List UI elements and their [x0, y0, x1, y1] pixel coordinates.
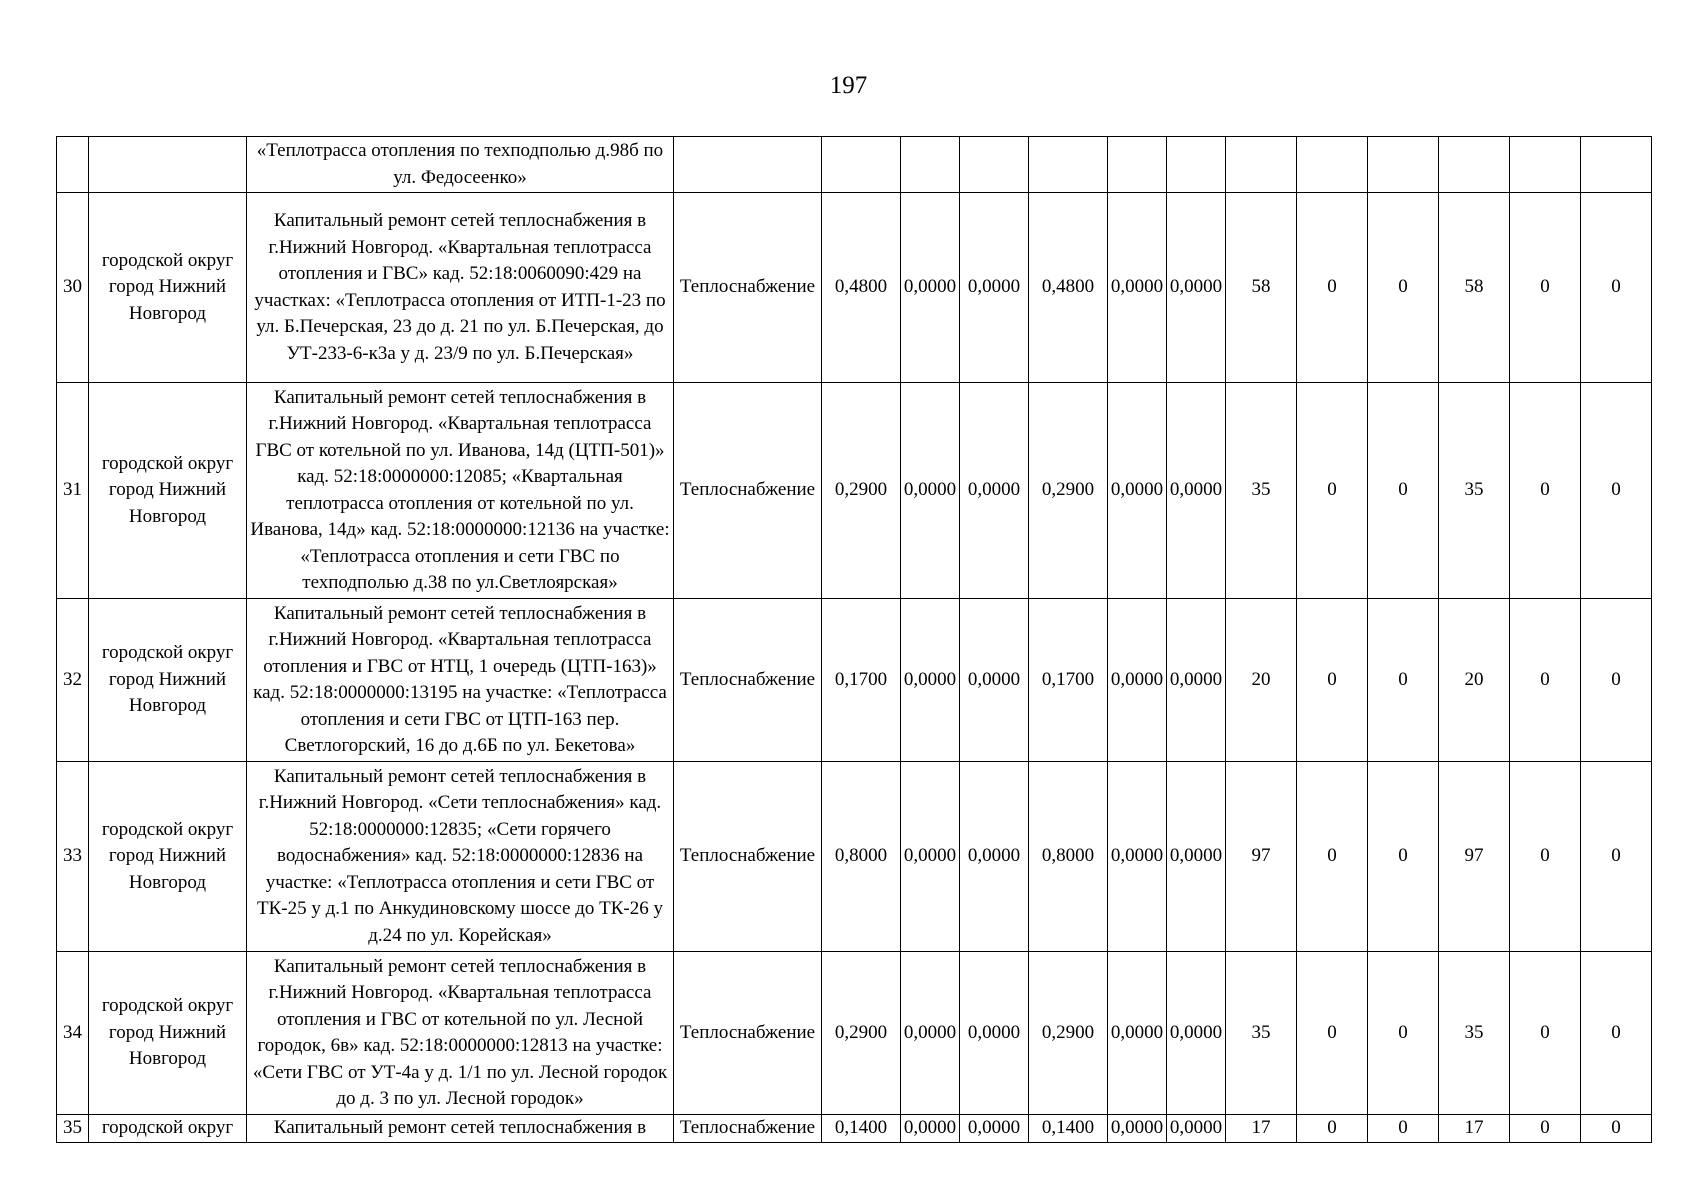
cell-value: 0,1400: [822, 1115, 901, 1143]
cell-count: 0: [1581, 383, 1652, 599]
cell-num: 35: [57, 1115, 89, 1143]
cell-description: Капитальный ремонт сетей теплоснабжения в г.Нижний Новгород. «Квартальная теплотрасса ГВС от котельной по ул. Иванова, 14д (ЦТП-501)» кад. 52:18:0000000:12085; «Квартальная теплотрасса отопления от котельной по ул. Иванова, 14д» кад. 52:18:0000000:12136 на участке: «Теплотрасса отопления и сети ГВС по техподполью д.38 по ул.Светлоярская»: [247, 383, 674, 599]
cell-value: 0,0000: [1167, 383, 1226, 599]
cell-count: 0: [1581, 952, 1652, 1115]
cell-count: 0: [1297, 952, 1368, 1115]
cell-count: 0: [1510, 762, 1581, 952]
cell-count: 0: [1297, 599, 1368, 762]
cell-count: 0: [1581, 762, 1652, 952]
cell-value: 0,0000: [1167, 762, 1226, 952]
cell-count: 35: [1439, 383, 1510, 599]
cell-value: 0,0000: [1167, 952, 1226, 1115]
cell-count: 0: [1368, 1115, 1439, 1143]
cell-count: 35: [1439, 952, 1510, 1115]
cell-count: 0: [1510, 1115, 1581, 1143]
cell-type: Теплоснабжение: [674, 383, 822, 599]
cell-num: 33: [57, 762, 89, 952]
cell-municipality: городской округ город Нижний Новгород: [89, 383, 247, 599]
cell-count: 0: [1510, 952, 1581, 1115]
cell-value: 0,0000: [960, 1115, 1029, 1143]
cell-value: 0,0000: [901, 599, 960, 762]
cell-count: 20: [1226, 599, 1297, 762]
cell-count: 0: [1581, 1115, 1652, 1143]
cell-value: 0,1700: [1029, 599, 1108, 762]
cell-description: Капитальный ремонт сетей теплоснабжения в г.Нижний Новгород. «Квартальная теплотрасса отопления и ГВС от котельной по ул. Лесной городок, 6в» кад. 52:18:0000000:12813 на участке: «Сети ГВС от УТ-4а у д. 1/1 по ул. Лесной городок до д. 3 по ул. Лесной городок»: [247, 952, 674, 1115]
cell-count: 58: [1439, 193, 1510, 383]
cell-value: 0,0000: [960, 599, 1029, 762]
cell-value: 0,2900: [822, 952, 901, 1115]
cell-type: Теплоснабжение: [674, 599, 822, 762]
cell-count: 0: [1510, 599, 1581, 762]
cell-count: 0: [1297, 193, 1368, 383]
cell-count: 97: [1439, 762, 1510, 952]
cell-value: 0,0000: [1167, 599, 1226, 762]
cell-value: 0,0000: [1108, 193, 1167, 383]
cell-value: 0,0000: [960, 193, 1029, 383]
cell-municipality: городской округ город Нижний Новгород: [89, 952, 247, 1115]
cell-num: 30: [57, 193, 89, 383]
cell-type: Теплоснабжение: [674, 952, 822, 1115]
cell-count: 0: [1581, 599, 1652, 762]
table-row-continued: [57, 137, 1652, 193]
table-row: [57, 952, 1652, 1115]
cell-value: 0,0000: [1108, 383, 1167, 599]
cell-value: 0,0000: [1108, 762, 1167, 952]
page-number: 197: [829, 72, 868, 99]
cell-value: 0,0000: [901, 193, 960, 383]
cell-count: 17: [1439, 1115, 1510, 1143]
table-row: [57, 762, 1652, 952]
cell-municipality: [89, 137, 247, 193]
cell-value: 0,1700: [822, 599, 901, 762]
cell-count: 0: [1368, 599, 1439, 762]
cell-count: 0: [1368, 762, 1439, 952]
cell-value: 0,0000: [960, 383, 1029, 599]
table-row: [57, 1115, 1652, 1143]
table-row: [57, 193, 1652, 383]
cell-count: 0: [1368, 193, 1439, 383]
cell-count: 0: [1297, 1115, 1368, 1143]
cell-value: 0,0000: [960, 762, 1029, 952]
project-table: [56, 136, 1652, 1143]
cell-description: Капитальный ремонт сетей теплоснабжения в г.Нижний Новгород. «Квартальная теплотрасса отопления и ГВС от НТЦ, 1 очередь (ЦТП-163)» кад. 52:18:0000000:13195 на участке: «Теплотрасса отопления и сети ГВС от ЦТП-163 пер. Светлогорский, 16 до д.6Б по ул. Бекетова»: [247, 599, 674, 762]
cell-municipality: городской округ город Нижний Новгород: [89, 193, 247, 383]
cell-description: «Теплотрасса отопления по техподполью д.98б по ул. Федосеенко»: [247, 137, 674, 193]
cell-count: 0: [1297, 383, 1368, 599]
cell-value: 0,0000: [1167, 193, 1226, 383]
cell-num: 34: [57, 952, 89, 1115]
cell-num: 32: [57, 599, 89, 762]
cell-municipality: городской округ: [89, 1115, 247, 1143]
cell-value: 0,0000: [901, 383, 960, 599]
cell-municipality: городской округ город Нижний Новгород: [89, 762, 247, 952]
cell-value: 0,4800: [822, 193, 901, 383]
cell-value: 0,0000: [1167, 1115, 1226, 1143]
cell-type: Теплоснабжение: [674, 762, 822, 952]
cell-description: Капитальный ремонт сетей теплоснабжения в г.Нижний Новгород. «Квартальная теплотрасса отопления и ГВС» кад. 52:18:0060090:429 на участках: «Теплотрасса отопления от ИТП-1-23 по ул. Б.Печерская, 23 до д. 21 по ул. Б.Печерская, до УТ-233-6-к3а у д. 23/9 по ул. Б.Печерская»: [247, 193, 674, 383]
cell-count: 0: [1368, 383, 1439, 599]
table-row: [57, 599, 1652, 762]
cell-count: 20: [1439, 599, 1510, 762]
cell-count: 0: [1581, 193, 1652, 383]
cell-num: [57, 137, 89, 193]
cell-value: 0,8000: [822, 762, 901, 952]
cell-type: Теплоснабжение: [674, 193, 822, 383]
cell-value: 0,0000: [1108, 952, 1167, 1115]
cell-type: Теплоснабжение: [674, 1115, 822, 1143]
cell-value: 0,1400: [1029, 1115, 1108, 1143]
cell-count: 35: [1226, 383, 1297, 599]
cell-value: 0,0000: [1108, 599, 1167, 762]
cell-num: 31: [57, 383, 89, 599]
cell-count: 0: [1297, 762, 1368, 952]
cell-value: 0,4800: [1029, 193, 1108, 383]
cell-municipality: городской округ город Нижний Новгород: [89, 599, 247, 762]
cell-count: 35: [1226, 952, 1297, 1115]
cell-value: 0,2900: [822, 383, 901, 599]
cell-value: 0,8000: [1029, 762, 1108, 952]
cell-description: Капитальный ремонт сетей теплоснабжения в: [247, 1115, 674, 1143]
cell-value: 0,0000: [960, 952, 1029, 1115]
cell-value: 0,2900: [1029, 383, 1108, 599]
cell-description: Капитальный ремонт сетей теплоснабжения в г.Нижний Новгород. «Сети теплоснабжения» кад. 52:18:0000000:12835; «Сети горячего водоснабжения» кад. 52:18:0000000:12836 на участке: «Теплотрасса отопления и сети ГВС от ТК-25 у д.1 по Анкудиновскому шоссе до ТК-26 у д.24 по ул. Корейская»: [247, 762, 674, 952]
cell-count: 97: [1226, 762, 1297, 952]
cell-count: 0: [1510, 193, 1581, 383]
cell-count: 0: [1510, 383, 1581, 599]
cell-count: 58: [1226, 193, 1297, 383]
cell-value: 0,0000: [901, 1115, 960, 1143]
table-row: [57, 383, 1652, 599]
cell-value: 0,0000: [1108, 1115, 1167, 1143]
cell-value: 0,0000: [901, 952, 960, 1115]
cell-count: 0: [1368, 952, 1439, 1115]
cell-count: 17: [1226, 1115, 1297, 1143]
cell-value: 0,0000: [901, 762, 960, 952]
cell-value: 0,2900: [1029, 952, 1108, 1115]
